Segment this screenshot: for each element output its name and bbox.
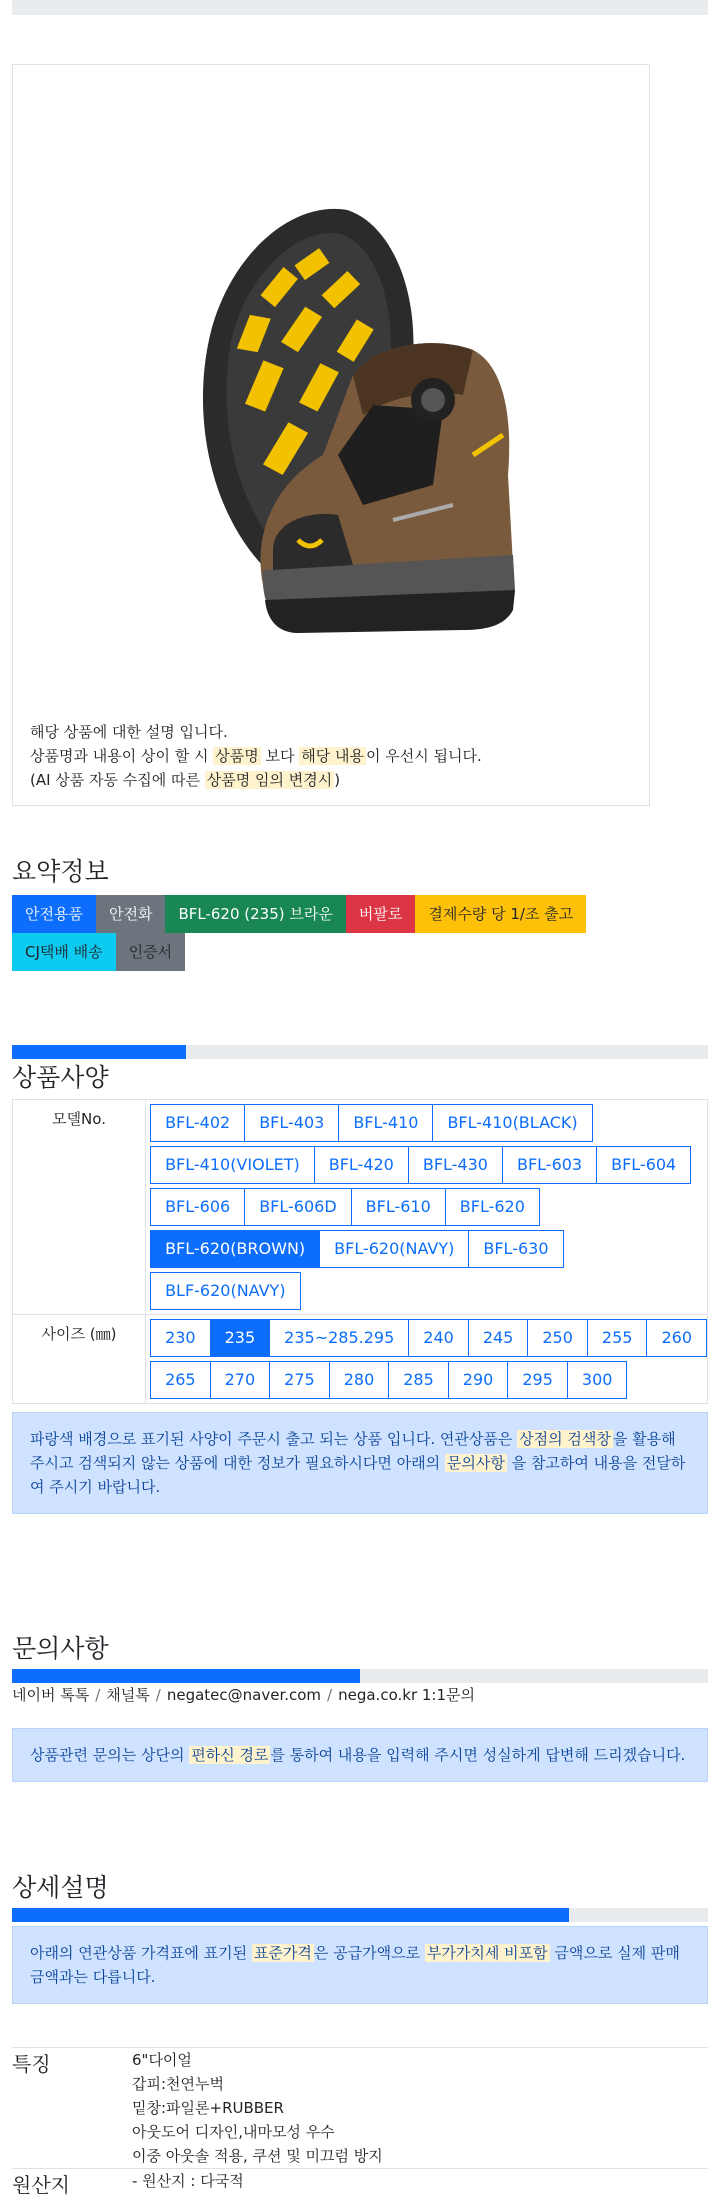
highlight-text: 문의사항 [446, 1454, 505, 1472]
size-option[interactable]: 295 [507, 1361, 568, 1399]
spec-table [12, 1099, 708, 1404]
size-row [150, 1319, 707, 1357]
link-email[interactable]: negatec@naver.com [166, 1686, 322, 1704]
feature-item: 밑창:파일론+RUBBER [132, 2099, 284, 2117]
origin-row [12, 2168, 708, 2198]
feature-table [12, 2047, 708, 2198]
notice-text: 를 통하여 내용을 입력해 주시면 성실하게 답변해 드리겠습니다. [270, 1746, 686, 1764]
desc-text: (AI 상품 자동 수집에 따른 [30, 771, 205, 789]
model-row [150, 1230, 707, 1268]
size-option[interactable]: 235 [210, 1319, 271, 1357]
model-row [150, 1272, 707, 1310]
inquiry-progress-bar [12, 1669, 708, 1683]
separator: / [95, 1686, 101, 1704]
separator: / [155, 1686, 161, 1704]
model-option[interactable]: BFL-630 [468, 1230, 563, 1268]
notice-text: 은 공급가액으로 [313, 1944, 425, 1962]
badge-delivery: CJ택배 배송 [12, 933, 116, 971]
model-option[interactable]: BFL-604 [596, 1146, 691, 1184]
notice-text: 금액으로 실제 판매금액과는 다릅니다. [30, 1944, 680, 1986]
size-option[interactable]: 300 [567, 1361, 628, 1399]
detail-title: 상세설명 [12, 1873, 109, 1902]
model-row [150, 1104, 707, 1142]
size-option[interactable]: 290 [448, 1361, 509, 1399]
badge-category: 안전용품 [12, 895, 96, 933]
link-site-inquiry[interactable]: nega.co.kr 1:1문의 [338, 1686, 475, 1704]
origin-label: 원산지 [12, 2173, 70, 2197]
notice-text: 을 활용해 주시고 검색되지 않는 상품에 대한 정보가 필요하시다면 아래의 [30, 1430, 676, 1472]
origin-value: - 원산지 : 다국적 [132, 2172, 244, 2190]
model-option[interactable]: BFL-420 [314, 1146, 409, 1184]
summary-badges [12, 895, 708, 971]
badge-shipping-unit: 결제수량 당 1/조 출고 [415, 895, 586, 933]
size-options [146, 1315, 708, 1404]
feature-item: 6"다이얼 [132, 2051, 192, 2069]
feature-row [12, 2047, 708, 2168]
highlight-text: 상품명 [215, 747, 259, 765]
size-option[interactable]: 255 [587, 1319, 648, 1357]
model-option[interactable]: BFL-410(BLACK) [432, 1104, 592, 1142]
spec-progress-fill [12, 1045, 186, 1059]
feature-item: 이중 아웃솔 적용, 쿠션 및 미끄럼 방지 [132, 2147, 383, 2165]
features-label: 특징 [12, 2052, 51, 2076]
link-channel-talk[interactable]: 채널톡 [106, 1686, 150, 1704]
highlight-text: 표준가격 [253, 1944, 312, 1962]
desc-text: 보다 [260, 747, 300, 765]
badge-product: BFL-620 (235) 브라운 [165, 895, 345, 933]
inquiry-notice [12, 1728, 708, 1782]
detail-progress-bar [12, 1908, 708, 1922]
desc-line-1: 해당 상품에 대한 설명 입니다. [30, 723, 228, 741]
spec-title: 상품사양 [12, 1063, 109, 1092]
model-option[interactable]: BFL-410(VIOLET) [150, 1146, 315, 1184]
highlight-text: 상품명 임의 변경시 [206, 771, 333, 789]
size-option[interactable]: 235~285.295 [269, 1319, 409, 1357]
detail-progress-fill [12, 1908, 569, 1922]
features-list [132, 2048, 383, 2168]
feature-item: 아웃도어 디자인,내마모성 우수 [132, 2123, 335, 2141]
size-row [13, 1315, 708, 1404]
model-option[interactable]: BFL-402 [150, 1104, 245, 1142]
desc-text: ) [334, 771, 341, 789]
badge-brand: 버팔로 [346, 895, 415, 933]
model-option[interactable]: BFL-620(BROWN) [150, 1230, 320, 1268]
size-option[interactable]: 270 [210, 1361, 271, 1399]
model-row [13, 1100, 708, 1315]
model-option[interactable]: BFL-403 [244, 1104, 339, 1142]
spec-progress-bar [12, 1045, 708, 1059]
model-option[interactable]: BFL-606 [150, 1188, 245, 1226]
model-option[interactable]: BLF-620(NAVY) [150, 1272, 301, 1310]
badge-subcategory: 안전화 [96, 895, 165, 933]
size-option[interactable]: 285 [388, 1361, 449, 1399]
link-naver-talk[interactable]: 네이버 톡톡 [12, 1686, 90, 1704]
feature-item: 갑피:천연누벅 [132, 2075, 224, 2093]
model-option[interactable]: BFL-606D [244, 1188, 351, 1226]
notice-text: 상품관련 문의는 상단의 [30, 1746, 190, 1764]
product-card [12, 64, 650, 806]
size-label: 사이즈 (㎜) [13, 1315, 146, 1404]
desc-line-3 [30, 768, 482, 792]
model-option[interactable]: BFL-430 [408, 1146, 503, 1184]
product-description [30, 720, 482, 792]
inquiry-progress-fill [12, 1669, 360, 1683]
highlight-text: 부가가치세 비포함 [426, 1944, 548, 1962]
size-option[interactable]: 250 [527, 1319, 588, 1357]
size-option[interactable]: 260 [646, 1319, 707, 1357]
desc-text: 상품명과 내용이 상이 할 시 [30, 747, 214, 765]
highlight-text: 해당 내용 [301, 747, 364, 765]
model-row [150, 1146, 707, 1184]
model-label: 모델No. [13, 1100, 146, 1315]
notice-text: 아래의 연관상품 가격표에 표기된 [30, 1944, 252, 1962]
desc-line-2 [30, 744, 482, 768]
inquiry-links [12, 1684, 475, 1705]
highlight-text: 상점의 검색창 [519, 1430, 611, 1448]
separator: / [327, 1686, 333, 1704]
model-option[interactable]: BFL-620(NAVY) [319, 1230, 469, 1268]
detail-notice [12, 1926, 708, 2004]
model-option[interactable]: BFL-620 [445, 1188, 540, 1226]
model-option[interactable]: BFL-610 [351, 1188, 446, 1226]
top-progress-bar [12, 0, 708, 15]
size-option[interactable]: 245 [468, 1319, 529, 1357]
size-option[interactable]: 240 [408, 1319, 469, 1357]
spec-notice [12, 1412, 708, 1514]
model-options [146, 1100, 708, 1315]
badge-certificate[interactable]: 인증서 [116, 933, 185, 971]
notice-text: 을 참고하여 내용을 전달하여 주시기 바랍니다. [30, 1454, 686, 1496]
notice-text: 파랑색 배경으로 표기된 사양이 주문시 출고 되는 상품 입니다. 연관상품은 [30, 1430, 518, 1448]
size-row [150, 1361, 707, 1399]
size-option[interactable]: 265 [150, 1361, 211, 1399]
size-option[interactable]: 230 [150, 1319, 211, 1357]
summary-title: 요약정보 [12, 857, 109, 886]
hiking-boot-image [13, 65, 649, 705]
inquiry-title: 문의사항 [12, 1634, 109, 1663]
model-option[interactable]: BFL-603 [502, 1146, 597, 1184]
highlight-text: 편하신 경로 [191, 1746, 269, 1764]
model-option[interactable]: BFL-410 [338, 1104, 433, 1142]
model-row [150, 1188, 707, 1226]
size-option[interactable]: 280 [329, 1361, 390, 1399]
size-option[interactable]: 275 [269, 1361, 330, 1399]
desc-text: 이 우선시 됩니다. [365, 747, 482, 765]
